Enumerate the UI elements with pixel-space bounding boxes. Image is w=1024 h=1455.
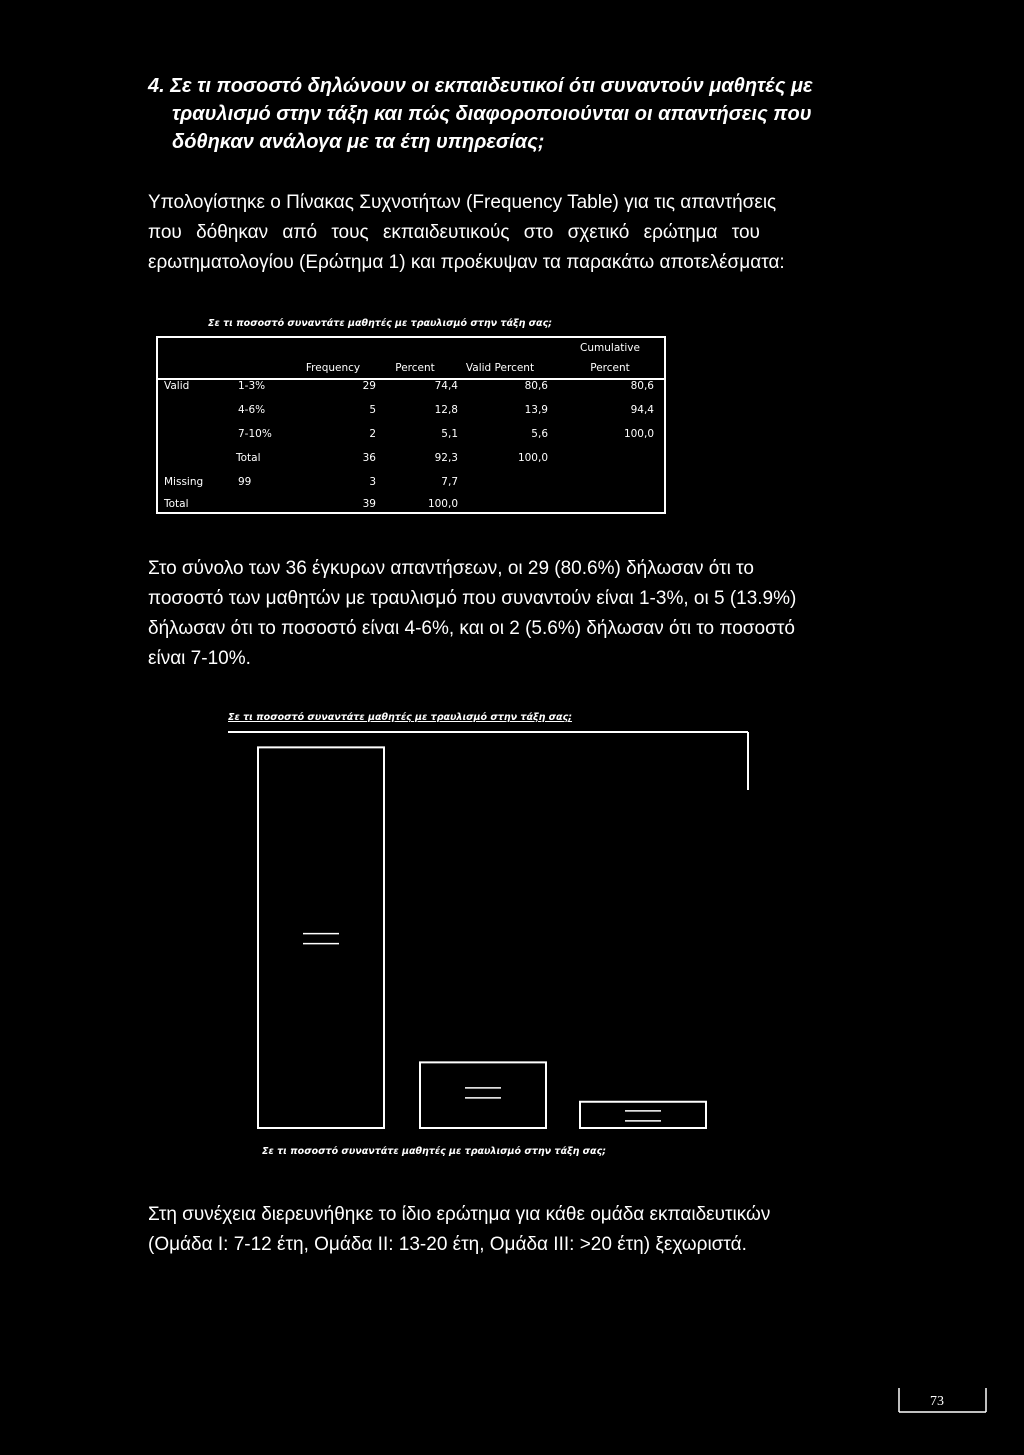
cell-valid-percent: 100,0	[517, 452, 548, 464]
row-group-total: Total	[164, 498, 189, 510]
cell-percent: 92,3	[434, 452, 458, 464]
conclusion-line-1: Στη συνέχεια διερευνήθηκε το ίδιο ερώτημα για κάθε ομάδα εκπαιδευτικών	[148, 1204, 771, 1225]
question-line-2: τραυλισμό στην τάξη και πώς διαφοροποιούνται οι απαντήσεις που	[172, 103, 812, 125]
cell-percent: 74,4	[434, 380, 458, 392]
bar-7-10%	[580, 1102, 706, 1128]
page-number-box	[898, 1388, 988, 1414]
row-group-missing: Missing	[164, 476, 204, 488]
row-label: 99	[238, 476, 252, 488]
cell-cumulative: 94,4	[630, 404, 654, 416]
question-line-3: δόθηκαν ανάλογα με τα έτη υπηρεσίας;	[172, 131, 545, 153]
table-title: Σε τι ποσοστό συναντάτε μαθητές με τραυλισμό στην τάξη σας;	[208, 318, 553, 329]
frequency-table	[156, 336, 666, 514]
header-frequency: Frequency	[305, 362, 361, 374]
question-line-1: 4. Σε τι ποσοστό δηλώνουν οι εκπαιδευτικοί ότι συναντούν μαθητές με	[148, 75, 813, 97]
conclusion-paragraph	[148, 1200, 882, 1260]
row-label: 1-3%	[238, 380, 266, 392]
header-cumulative: Cumulative	[580, 342, 640, 354]
cell-percent: 100,0	[427, 498, 458, 510]
header-valid-percent: Valid Percent	[465, 362, 535, 374]
intro-paragraph	[148, 188, 882, 278]
cell-frequency: 39	[362, 498, 376, 510]
bar-chart	[228, 730, 751, 1130]
chart-title: Σε τι ποσοστό συναντάτε μαθητές με τραυλισμό στην τάξη σας;	[228, 712, 573, 723]
intro-line-3: ερωτηματολογίου (Ερώτημα 1) και προέκυψαν τα παρακάτω αποτελέσματα:	[148, 252, 785, 273]
summary-line-2: ποσοστό των μαθητών με τραυλισμό που συναντούν είναι 1-3%, οι 5 (13.9%)	[148, 588, 797, 609]
row-group-valid: Valid	[164, 380, 190, 392]
cell-frequency: 5	[369, 404, 376, 416]
header-percent: Percent	[395, 362, 435, 374]
row-label: 4-6%	[238, 404, 266, 416]
cell-valid-percent: 13,9	[524, 404, 548, 416]
cell-frequency: 3	[369, 476, 376, 488]
cell-valid-percent: 5,6	[531, 428, 548, 440]
summary-line-3: δήλωσαν ότι το ποσοστό είναι 4-6%, και οι 2 (5.6%) δήλωσαν ότι το ποσοστό	[148, 618, 795, 639]
row-label: 7-10%	[238, 428, 272, 440]
summary-line-1: Στο σύνολο των 36 έγκυρων απαντήσεων, οι 29 (80.6%) δήλωσαν ότι το	[148, 558, 754, 579]
cell-valid-percent: 80,6	[524, 380, 548, 392]
row-label: Total	[236, 452, 261, 464]
intro-line-1: Υπολογίστηκε ο Πίνακας Συχνοτήτων (Frequency Table) για τις απαντήσεις	[148, 192, 777, 213]
summary-line-4: είναι 7-10%.	[148, 648, 251, 669]
cell-frequency: 2	[369, 428, 376, 440]
cell-percent: 12,8	[434, 404, 458, 416]
cell-percent: 5,1	[441, 428, 458, 440]
bar-4-6%	[420, 1062, 546, 1128]
intro-line-2: που δόθηκαν από τους εκπαιδευτικούς στο σχετικό ερώτημα του	[148, 222, 760, 243]
summary-paragraph	[148, 554, 882, 674]
page-number: 73	[930, 1394, 944, 1409]
bar-1-3%	[258, 747, 384, 1128]
chart-xlabel: Σε τι ποσοστό συναντάτε μαθητές με τραυλισμό στην τάξη σας;	[262, 1146, 607, 1157]
cell-cumulative: 80,6	[630, 380, 654, 392]
conclusion-line-2: (Ομάδα Ι: 7-12 έτη, Ομάδα ΙΙ: 13-20 έτη, Ομάδα ΙΙΙ: >20 έτη) ξεχωριστά.	[148, 1234, 747, 1255]
cell-cumulative: 100,0	[623, 428, 654, 440]
header-cumulative-percent: Percent	[590, 362, 630, 374]
question-heading	[148, 72, 888, 156]
cell-frequency: 29	[362, 380, 376, 392]
cell-frequency: 36	[362, 452, 376, 464]
cell-percent: 7,7	[441, 476, 458, 488]
